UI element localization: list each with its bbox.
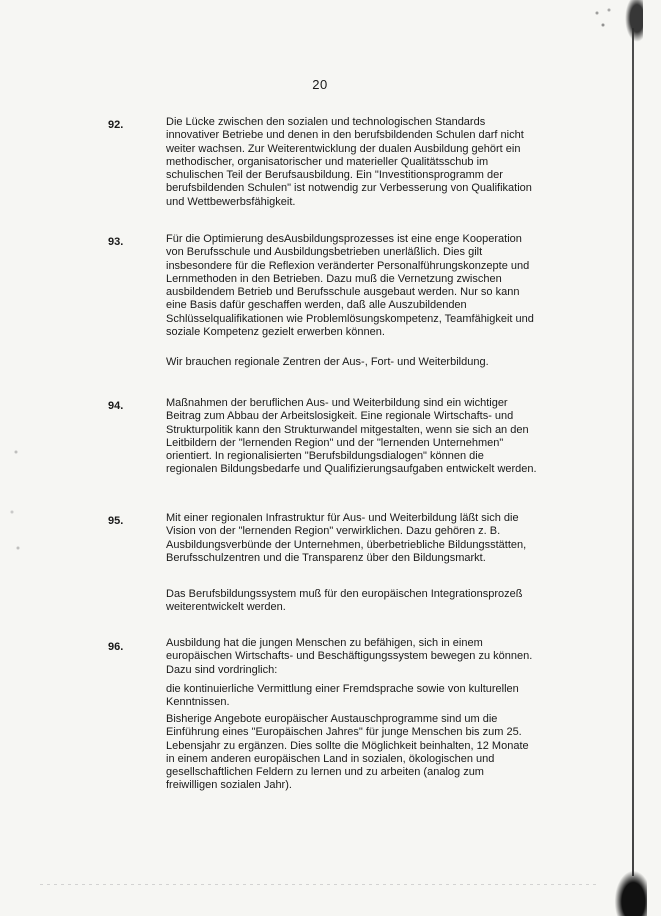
section-paragraph: Das Berufsbildungssystem muß für den europäischen Integrationsprozeß weiterentwickelt werden. xyxy=(166,588,523,614)
scan-edge-shadow-bottom xyxy=(613,868,647,916)
section-number: 92. xyxy=(108,119,124,131)
section-number: 95. xyxy=(108,515,124,527)
section-number: 93. xyxy=(108,236,124,248)
scan-bottom-line xyxy=(40,884,600,885)
scan-edge-line xyxy=(632,28,634,876)
section-paragraph: Maßnahmen der beruflichen Aus- und Weiterbildung sind ein wichtiger Beitrag zum Abbau der Arbeitslosigkeit. Eine regionale Wirtschafts- und Strukturpolitik kann den Strukturwandel mitgestalten, wenn sie sich an den Leitbildern der "lernenden Region" und der "lernenden Unternehmen" orientiert. In regionalisierten "Berufsbildungsdialogen" können die regionalen Bildungsbedarfe und Qualifizierungsaufgaben entwickelt werden. xyxy=(166,397,537,476)
page-number: 20 xyxy=(312,77,328,92)
scan-speckle xyxy=(591,4,621,34)
section-number: 96. xyxy=(108,641,124,653)
section-paragraph: Wir brauchen regionale Zentren der Aus-, Fort- und Weiterbildung. xyxy=(166,356,489,368)
section-paragraph: Bisherige Angebote europäischer Austauschprogramme sind um die Einführung eines "Europäischen Jahres" für junge Menschen bis zum 25. Lebensjahr zu ergänzen. Dies sollte die Möglichkeit beinhalten, 12 Monate in einem anderen europäischen Land in sozialen, ökologischen und gesellschaftlichen Feldern zu lernen und zu arbeiten (analog zum freiwilligen sozialen Jahr). xyxy=(166,713,529,792)
section-paragraph: die kontinuierliche Vermittlung einer Fremdsprache sowie von kulturellen Kenntnissen. xyxy=(166,683,519,709)
scan-speckle-left xyxy=(6,440,26,560)
section-paragraph: Für die Optimierung desAusbildungsprozesses ist eine enge Kooperation von Berufsschule und Ausbildungsbetrieben unerläßlich. Dies gilt insbesondere für die Reflexion veränderter Personalführungskonzepte und Lernmethoden in den Betrieben. Dazu muß die Vernetzung zwischen ausbildendem Betrieb und Berufsschule ausgebaut werden. Nur so kann eine Basis dafür geschaffen werden, daß alle Auszubildenden Schlüsselqualifikationen wie Problemlösungskompetenz, Teamfähigkeit und soziale Kompetenz gezielt erwerben können. xyxy=(166,233,534,339)
section-number: 94. xyxy=(108,400,124,412)
section-paragraph: Ausbildung hat die jungen Menschen zu befähigen, sich in einem europäischen Wirtschafts- und Beschäftigungssystem bewegen zu können. Dazu sind vordringlich: xyxy=(166,637,533,676)
section-paragraph: Mit einer regionalen Infrastruktur für Aus- und Weiterbildung läßt sich die Vision von der "lernenden Region" verwirklichen. Dazu gehören z. B. Ausbildungsverbünde der Unternehmen, überbetriebliche Bildungsstätten, Berufsschulzentren und die Transparenz über den Bildungsmarkt. xyxy=(166,512,527,564)
section-paragraph: Die Lücke zwischen den sozialen und technologischen Standards innovativer Betriebe und denen in den berufsbildenden Schulen darf nicht weiter wachsen. Zur Weiterentwicklung der dualen Ausbildung gehört ein methodischer, organisatorischer und materieller Qualitätsschub im schulischen Teil der Berufsausbildung. Ein "Investitionsprogramm der berufsbildenden Schulen" ist notwendig zur Verbesserung von Qualifikation und Wettbewerbsfähigkeit. xyxy=(166,116,532,208)
